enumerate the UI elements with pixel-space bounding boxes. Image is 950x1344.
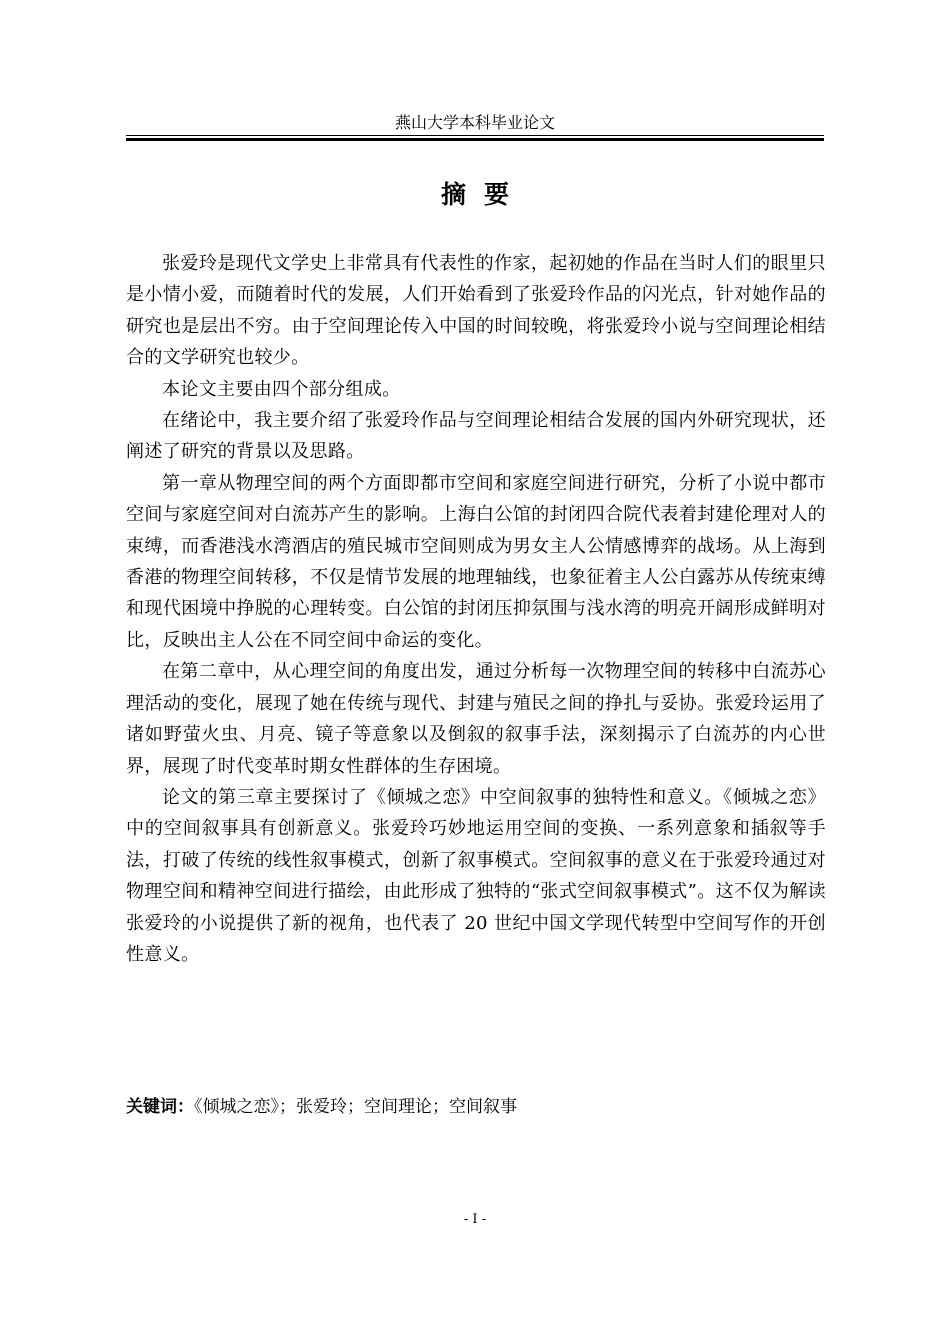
- header-rule-thick: [126, 138, 824, 141]
- keywords-line: [126, 1092, 824, 1123]
- abstract-paragraph-3: 在绪论中，我主要介绍了张爱玲作品与空间理论相结合发展的国内外研究现状，还阐述了研究的背景以及思路。: [126, 410, 826, 463]
- header-rule-thin: [126, 135, 824, 136]
- abstract-paragraph-5: 在第二章中，从心理空间的角度出发，通过分析每一次物理空间的转移中白流苏心理活动的变化，展现了她在传统与现代、封建与殖民之间的挣扎与妥协。张爱玲运用了诸如野萤火虫、月亮、镜子等意象以及倒叙的叙事手法，深刻揭示了白流苏的内心世界，展现了时代变革时期女性群体的生存困境。: [126, 661, 826, 777]
- abstract-paragraph-1: 张爱玲是现代文学史上非常具有代表性的作家，起初她的作品在当时人们的眼里只是小情小爱，而随着时代的发展，人们开始看到了张爱玲作品的闪光点，针对她作品的研究也是层出不穷。由于空间理论传入中国的时间较晚，将张爱玲小说与空间理论相结合的文学研究也较少。: [126, 253, 826, 369]
- page-title: 摘要: [440, 180, 527, 209]
- keywords-label: 关键词：: [126, 1097, 194, 1117]
- running-header: 燕山大学本科毕业论文: [394, 113, 555, 132]
- keywords-value: 《倾城之恋》；张爱玲；空间理论；空间叙事: [194, 1097, 517, 1117]
- page-number: - I -: [463, 1212, 487, 1227]
- abstract-paragraph-6: 论文的第三章主要探讨了《倾城之恋》中空间叙事的独特性和意义。《倾城之恋》中的空间叙事具有创新意义。张爱玲巧妙地运用空间的变换、一系列意象和插叙等手法，打破了传统的线性叙事模式，创新了叙事模式。空间叙事的意义在于张爱玲通过对物理空间和精神空间进行描绘，由此形成了独特的“张式空间叙事模式”。这不仅为解读张爱玲的小说提供了新的视角，也代表了 20 世纪中国文学现代转型中空间写作的开创性意义。: [126, 786, 826, 965]
- abstract-paragraph-2: 本论文主要由四个部分组成。: [162, 378, 401, 400]
- abstract-body: [126, 248, 826, 970]
- abstract-paragraph-4: 第一章从物理空间的两个方面即都市空间和家庭空间进行研究，分析了小说中都市空间与家庭空间对白流苏产生的影响。上海白公馆的封闭四合院代表着封建伦理对人的束缚，而香港浅水湾酒店的殖民城市空间则成为男女主人公情感博弈的战场。从上海到香港的物理空间转移，不仅是情节发展的地理轴线，也象征着主人公白露苏从传统束缚和现代困境中挣脱的心理转变。白公馆的封闭压抑氛围与浅水湾的明亮开阔形成鲜明对比，反映出主人公在不同空间中命运的变化。: [126, 472, 826, 651]
